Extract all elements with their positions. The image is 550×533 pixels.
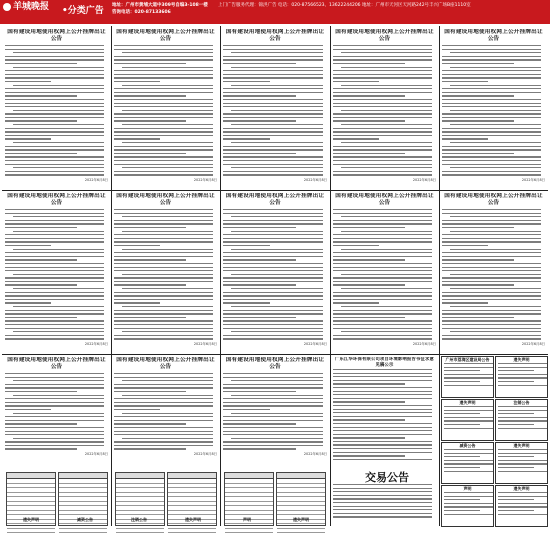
notice-date: 2022年6月8日 <box>521 177 545 182</box>
notice-date: 2022年6月8日 <box>84 452 108 457</box>
header-address <box>112 2 208 16</box>
notice-title: 国有建设用地使用权网上公开挂牌出让 <box>444 29 543 35</box>
address-line: 地址：广州市黄埔大道中309号自编3-108一楼 <box>112 3 208 8</box>
notice-subtitle: 公告 <box>378 36 391 42</box>
notice-subtitle: 公告 <box>159 364 172 370</box>
trade-announcement-body <box>333 484 436 524</box>
notice-subtitle: 公告 <box>50 200 63 206</box>
column-rule <box>330 26 331 526</box>
classified-ad-title: 遗失声明 <box>459 400 476 405</box>
logo-emblem-icon <box>3 3 11 11</box>
notice-subtitle: 公告 <box>378 200 391 206</box>
land-auction-notice <box>223 29 327 187</box>
notice-body <box>223 45 327 176</box>
notice-date: 2022年6月8日 <box>521 341 545 346</box>
environmental-notice <box>333 357 436 467</box>
trade-announcement-title: 交易公告 <box>365 471 409 484</box>
classified-ad-title: 遗失声明 <box>513 443 530 448</box>
notice-body <box>5 373 108 450</box>
newspaper-logo: 羊城晚报 <box>3 2 49 12</box>
header-agent-info <box>218 2 471 9</box>
notice-date: 2022年6月8日 <box>303 341 327 346</box>
notice-title: 国有建设用地使用权网上公开挂牌出让 <box>225 193 325 199</box>
bottom-ad-label: 减资公告 <box>77 517 93 522</box>
land-auction-notice <box>223 193 327 351</box>
classified-ad <box>495 356 548 398</box>
notice-body <box>5 45 108 176</box>
notice-body <box>442 45 545 176</box>
notice-body <box>333 45 436 176</box>
land-auction-notice <box>114 29 217 187</box>
notice-body <box>114 209 217 340</box>
land-auction-notice <box>333 193 436 351</box>
environmental-notice-title: 广东江华环保有限公司项目环境影响报告书征求意见稿公示 <box>335 357 434 368</box>
notice-body <box>5 209 108 340</box>
land-auction-notice <box>114 193 217 351</box>
notice-subtitle: 公告 <box>487 200 500 206</box>
notice-title: 国有建设用地使用权网上公开挂牌出让 <box>7 193 106 199</box>
classified-ad-title: 声明 <box>463 486 472 491</box>
row-rule <box>2 190 548 191</box>
classified-ad <box>441 356 494 398</box>
land-auction-notice <box>114 357 217 461</box>
notice-date: 2022年6月8日 <box>84 177 108 182</box>
notice-title: 国有建设用地使用权网上公开挂牌出让 <box>116 357 215 363</box>
notice-subtitle: 公告 <box>159 200 172 206</box>
notice-subtitle: 公告 <box>269 36 281 42</box>
notice-title: 国有建设用地使用权网上公开挂牌出让 <box>444 193 543 199</box>
notice-date: 2022年6月8日 <box>303 452 327 457</box>
classified-ad <box>495 399 548 441</box>
column-rule <box>111 26 112 526</box>
classified-ad <box>441 442 494 484</box>
notice-date: 2022年6月8日 <box>193 452 217 457</box>
agent-line: 上门广告服务代理：锦洪广告 电话：020-87566523、13622244206 地址：广州市天河区天河路242号丰兴广场B座1110室 <box>218 3 471 8</box>
column-rule <box>439 26 440 526</box>
bottom-ad-label: 遗失声明 <box>293 517 309 522</box>
notice-date: 2022年6月8日 <box>193 177 217 182</box>
land-auction-notice <box>333 29 436 187</box>
bottom-ad-label: 遗失声明 <box>185 517 201 522</box>
notice-date: 2022年6月8日 <box>412 341 436 346</box>
notice-date: 2022年6月8日 <box>84 341 108 346</box>
notice-body <box>333 209 436 340</box>
column-rule <box>220 26 221 526</box>
notice-title: 国有建设用地使用权网上公开挂牌出让 <box>116 193 215 199</box>
classified-grid <box>2 26 548 528</box>
notice-date: 2022年6月8日 <box>303 177 327 182</box>
notice-body <box>223 209 327 340</box>
classified-ad <box>495 442 548 484</box>
notice-body <box>223 373 327 450</box>
notice-subtitle: 公告 <box>159 36 172 42</box>
classified-ad-title: 减资公告 <box>459 443 476 448</box>
land-auction-notice <box>5 29 108 187</box>
section-title: •分类广告 <box>62 6 104 16</box>
notice-title: 国有建设用地使用权网上公开挂牌出让 <box>335 193 434 199</box>
notice-title: 国有建设用地使用权网上公开挂牌出让 <box>335 29 434 35</box>
notice-subtitle: 公告 <box>487 36 500 42</box>
classified-ad-title: 广州市荔湾区建设局公告 <box>445 357 490 362</box>
classified-ad <box>441 399 494 441</box>
notice-body <box>114 45 217 176</box>
notice-body <box>114 373 217 450</box>
notice-title: 国有建设用地使用权网上公开挂牌出让 <box>7 29 106 35</box>
notice-body <box>442 209 545 340</box>
notice-title: 国有建设用地使用权网上公开挂牌出让 <box>225 29 325 35</box>
land-auction-notice <box>5 357 108 461</box>
classified-ad-title: 遗失声明 <box>513 357 530 362</box>
classified-ad <box>441 485 494 527</box>
classified-ad-title: 注销公告 <box>513 400 530 405</box>
notice-subtitle: 公告 <box>269 200 281 206</box>
notice-title: 国有建设用地使用权网上公开挂牌出让 <box>116 29 215 35</box>
row-rule <box>2 354 548 355</box>
notice-subtitle: 公告 <box>50 364 63 370</box>
land-auction-notice <box>223 357 327 461</box>
notice-body <box>333 369 436 460</box>
notice-subtitle: 公告 <box>269 364 281 370</box>
bottom-ad-label: 遗失声明 <box>23 517 39 522</box>
land-auction-notice <box>442 29 545 187</box>
page-header <box>0 0 550 24</box>
land-auction-notice <box>5 193 108 351</box>
notice-title: 国有建设用地使用权网上公开挂牌出让 <box>7 357 106 363</box>
notice-title: 国有建设用地使用权网上公开挂牌出让 <box>225 357 325 363</box>
notice-date: 2022年6月8日 <box>412 177 436 182</box>
notice-date: 2022年6月8日 <box>193 341 217 346</box>
phone-line: 咨询电话：020-87133606 <box>112 10 171 15</box>
notice-subtitle: 公告 <box>50 36 63 42</box>
land-auction-notice <box>442 193 545 351</box>
classified-ad <box>495 485 548 527</box>
bottom-ad-label: 注销公告 <box>131 517 147 522</box>
bottom-ad-label: 声明 <box>243 517 251 522</box>
classified-ad-title: 遗失声明 <box>513 486 530 491</box>
